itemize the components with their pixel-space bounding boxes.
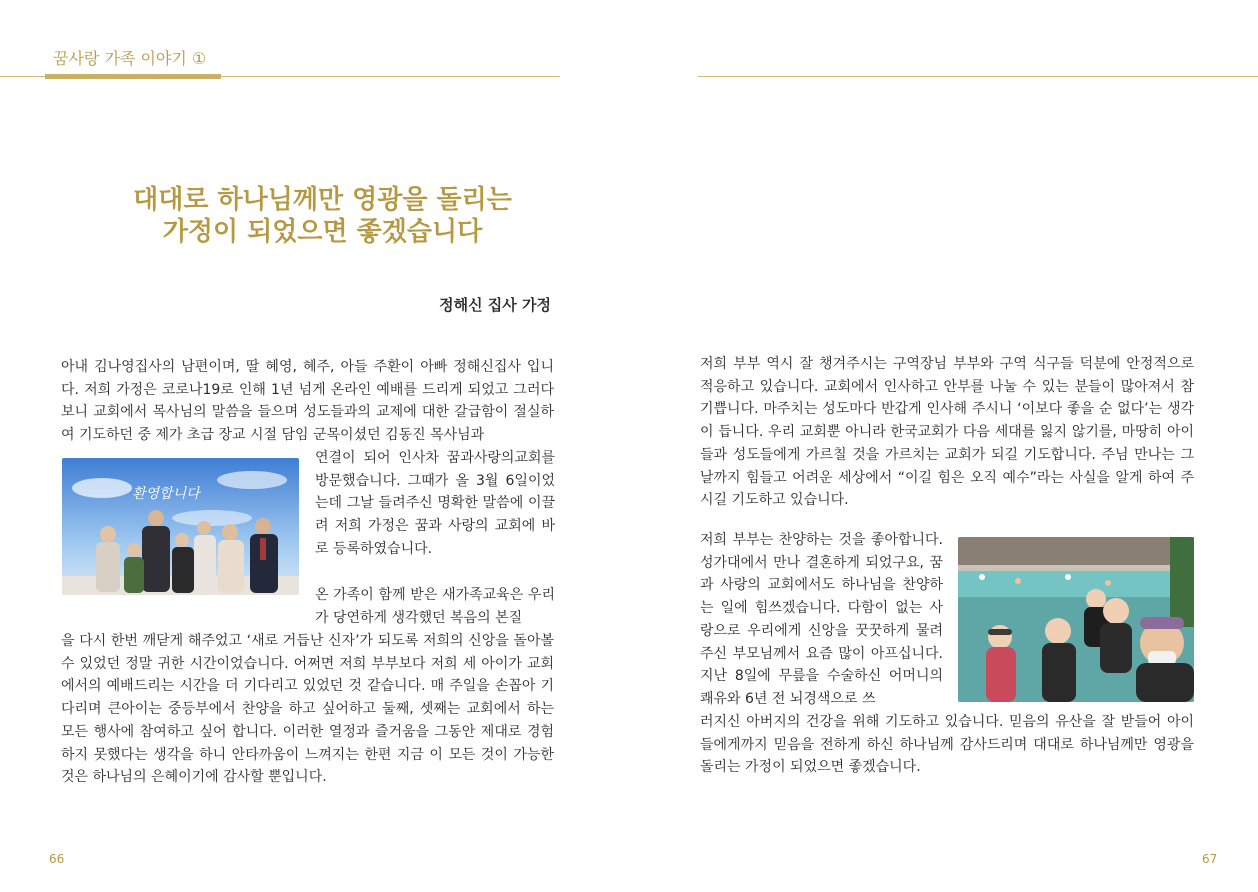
waterpark-photo <box>958 537 1194 702</box>
page-number-left: 66 <box>49 852 65 866</box>
article-byline: 정해신 집사 가정 <box>439 296 551 314</box>
right-paragraph-2-wrap: 저희 부부는 찬양하는 것을 좋아합니다. 성가대에서 만나 결혼하게 되었구요, 꿈과 사랑의 교회에서도 하나님을 찬양하는 일에 힘쓰겠습니다. 다함이 없는 사랑으로 우리에게 신앙을 꿋꿋하게 물려주신 부모님께서 요즘 많이 아프십니다. 지난 8일에 무릎을 수술하신 어머니의 쾌유와 6년 전 뇌경색으로 쓰 <box>700 532 943 707</box>
left-paragraph-2-wrap: 온 가족이 함께 받은 새가족교육은 우리가 당연하게 생각했던 복음의 본질 <box>315 587 555 626</box>
right-paragraph-2: 러지신 아버지의 건강을 위해 기도하고 있습니다. 믿음의 유산을 잘 받들어 아이들에게까지 믿음을 전하게 하신 하나님께 감사드리며 대대로 하나님께만 영광을 돌리는 가정이 되었으면 좋겠습니다. <box>700 714 1194 776</box>
article-title-line2: 가정이 되었으면 좋겠습니다 <box>162 217 483 247</box>
left-paragraph-1: 아내 김나영집사의 남편이며, 딸 혜영, 혜주, 아들 주환이 아빠 정해신집사 입니다. 저희 가정은 코로나19로 인해 1년 넘게 온라인 예배를 드리게 되었고 그러다 보니 교회에서 목사님의 말씀을 들으며 성도들과의 교제에 대한 갈급함이 절실하여 기도하던 중 제가 초급 장교 시절 담임 군목이셨던 김동진 목사님과 <box>61 359 554 444</box>
welcome-sign: 환영합니다 <box>132 486 200 502</box>
family-photo-illustration <box>62 458 299 595</box>
header-rule-accent <box>45 74 221 79</box>
left-paragraph-1-wrap: 연결이 되어 인사차 꿈과사랑의교회를 방문했습니다. 그때가 올 3월 6일이었는데 그날 들려주신 명확한 말씀에 이끌려 저희 가정은 꿈과 사랑의 교회에 바로 등록하였습니다. <box>315 450 555 557</box>
section-label: 꿈사랑 가족 이야기 ① <box>53 49 207 68</box>
left-paragraph-2: 을 다시 한번 깨닫게 해주었고 ‘새로 거듭난 신자’가 되도록 저희의 신앙을 돌아볼 수 있었던 정말 귀한 시간이었습니다. 어쩌면 저희 부부보다 저희 세 아이가 교회에서의 예배드리는 시간을 더 기다리고 있었던 것 같습니다. 매 주일을 손꼽아 기다리며 큰아이는 중등부에서 찬양을 하고 싶어하고 둘째, 셋째는 교회에서 하는 모든 행사에 참여하고 싶어 합니다. 이러한 열정과 즐거움을 그동안 제대로 경험하지 못했다는 생각을 하니 안타까움이 느껴지는 한편 지금 이 모든 것이 가능한 것은 하나님의 은혜이기에 감사할 뿐입니다. <box>61 633 554 786</box>
family-photo <box>62 458 299 595</box>
right-paragraph-1: 저희 부부 역시 잘 챙겨주시는 구역장님 부부와 구역 식구들 덕분에 안정적으로 적응하고 있습니다. 교회에서 인사하고 안부를 나눌 수 있는 분들이 많아져서 참 기쁩니다. 마주치는 성도마다 반갑게 인사해 주시니 ‘이보다 좋을 순 없다’는 생각이 듭니다. 우리 교회뿐 아니라 한국교회가 다음 세대를 잃지 않기를, 마땅히 아이들과 성도들에게 가르칠 것을 가르치는 교회가 되길 기도합니다. 주님 만나는 그날까지 힘들고 어려운 세상에서 “이길 힘은 오직 예수”라는 사실을 알게 하여 주시길 기도하고 있습니다. <box>700 356 1194 509</box>
article-title-line1: 대대로 하나님께만 영광을 돌리는 <box>133 185 512 215</box>
header-rule-right <box>698 76 1258 77</box>
waterpark-photo-illustration <box>958 537 1194 702</box>
article-title <box>60 184 585 248</box>
page-number-right: 67 <box>1202 852 1218 866</box>
